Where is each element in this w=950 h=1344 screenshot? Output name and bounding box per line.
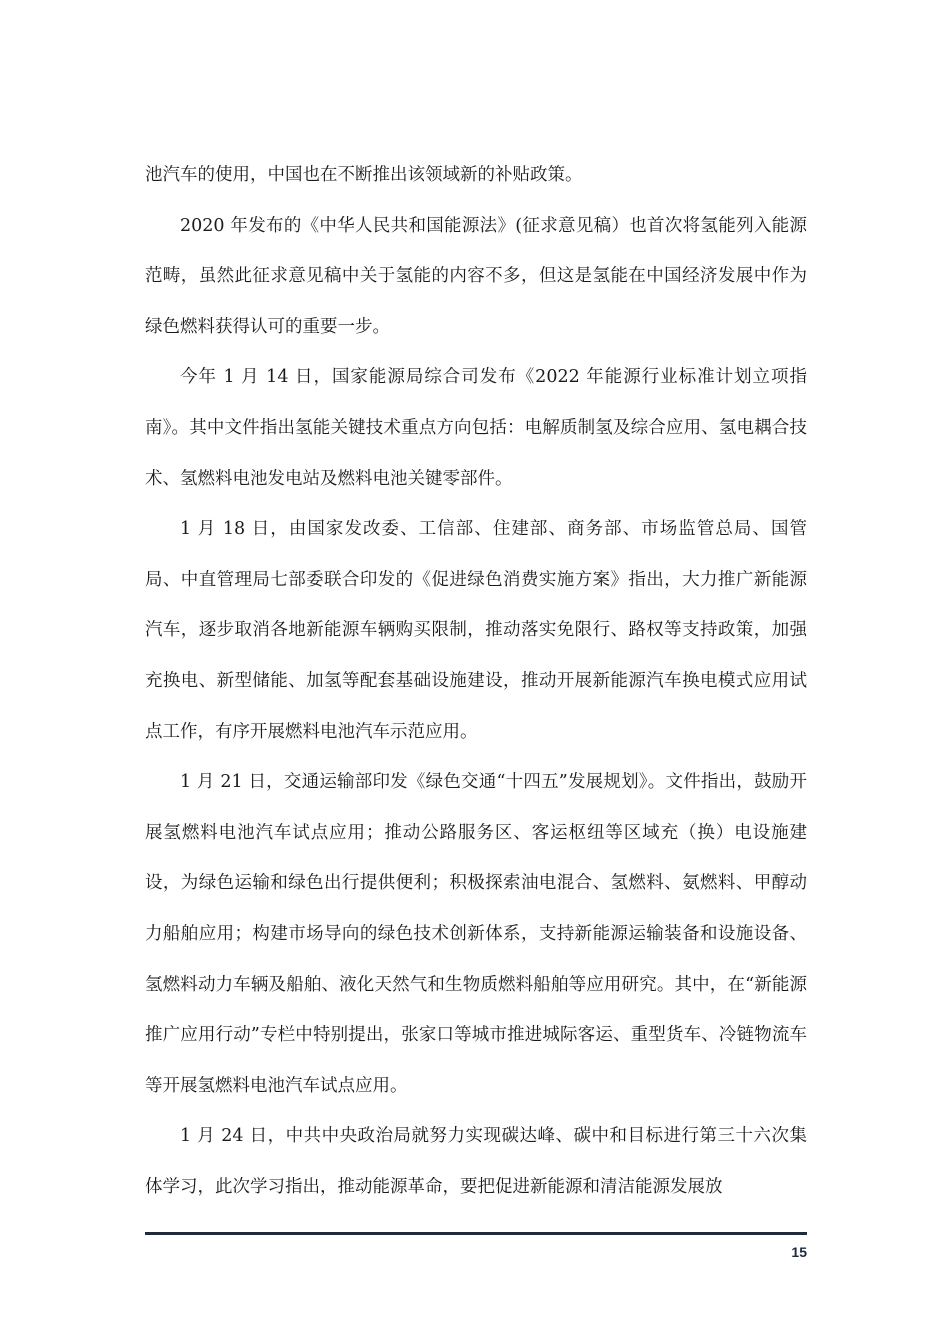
paragraph-continuation: 池汽车的使用，中国也在不断推出该领域新的补贴政策。 — [145, 165, 583, 185]
paragraph-energy-standards: 今年 1 月 14 日，国家能源局综合司发布《2022 年能源行业标准计划立项指南》。其中文件指出氢能关键技术重点方向包括：电解质制氢及综合应用、氢电耦合技术、氢燃料电池发电站及燃料电池关键零部件。 — [145, 367, 807, 489]
paragraph-politburo-study: 1 月 24 日，中共中央政治局就努力实现碳达峰、碳中和目标进行第三十六次集体学习，此次学习指出，推动能源革命，要把促进新能源和清洁能源发展放 — [145, 1126, 807, 1197]
body-text — [145, 150, 807, 1212]
footer-divider — [145, 1232, 807, 1235]
paragraph-green-transport: 1 月 21 日，交通运输部印发《绿色交通“十四五”发展规划》。文件指出，鼓励开展氢燃料电池汽车试点应用；推动公路服务区、客运枢纽等区域充（换）电设施建设，为绿色运输和绿色出行提供便利；积极探索油电混合、氢燃料、氨燃料、甲醇动力船舶应用；构建市场导向的绿色技术创新体系，支持新能源运输装备和设施设备、氢燃料动力车辆及船舶、液化天然气和生物质燃料船舶等应用研究。其中，在“新能源推广应用行动”专栏中特别提出，张家口等城市推进城际客运、重型货车、冷链物流车等开展氢燃料电池汽车试点应用。 — [145, 772, 807, 1096]
paragraph-green-consumption: 1 月 18 日，由国家发改委、工信部、住建部、商务部、市场监管总局、国管局、中直管理局七部委联合印发的《促进绿色消费实施方案》指出，大力推广新能源汽车，逐步取消各地新能源车辆购买限制，推动落实免限行、路权等支持政策，加强充换电、新型储能、加氢等配套基础设施建设，推动开展新能源汽车换电模式应用试点工作，有序开展燃料电池汽车示范应用。 — [145, 519, 807, 742]
page-number: 15 — [791, 1244, 807, 1260]
paragraph-energy-law: 2020 年发布的《中华人民共和国能源法》(征求意见稿）也首次将氢能列入能源范畴，虽然此征求意见稿中关于氢能的内容不多，但这是氢能在中国经济发展中作为绿色燃料获得认可的重要一步。 — [145, 215, 807, 337]
